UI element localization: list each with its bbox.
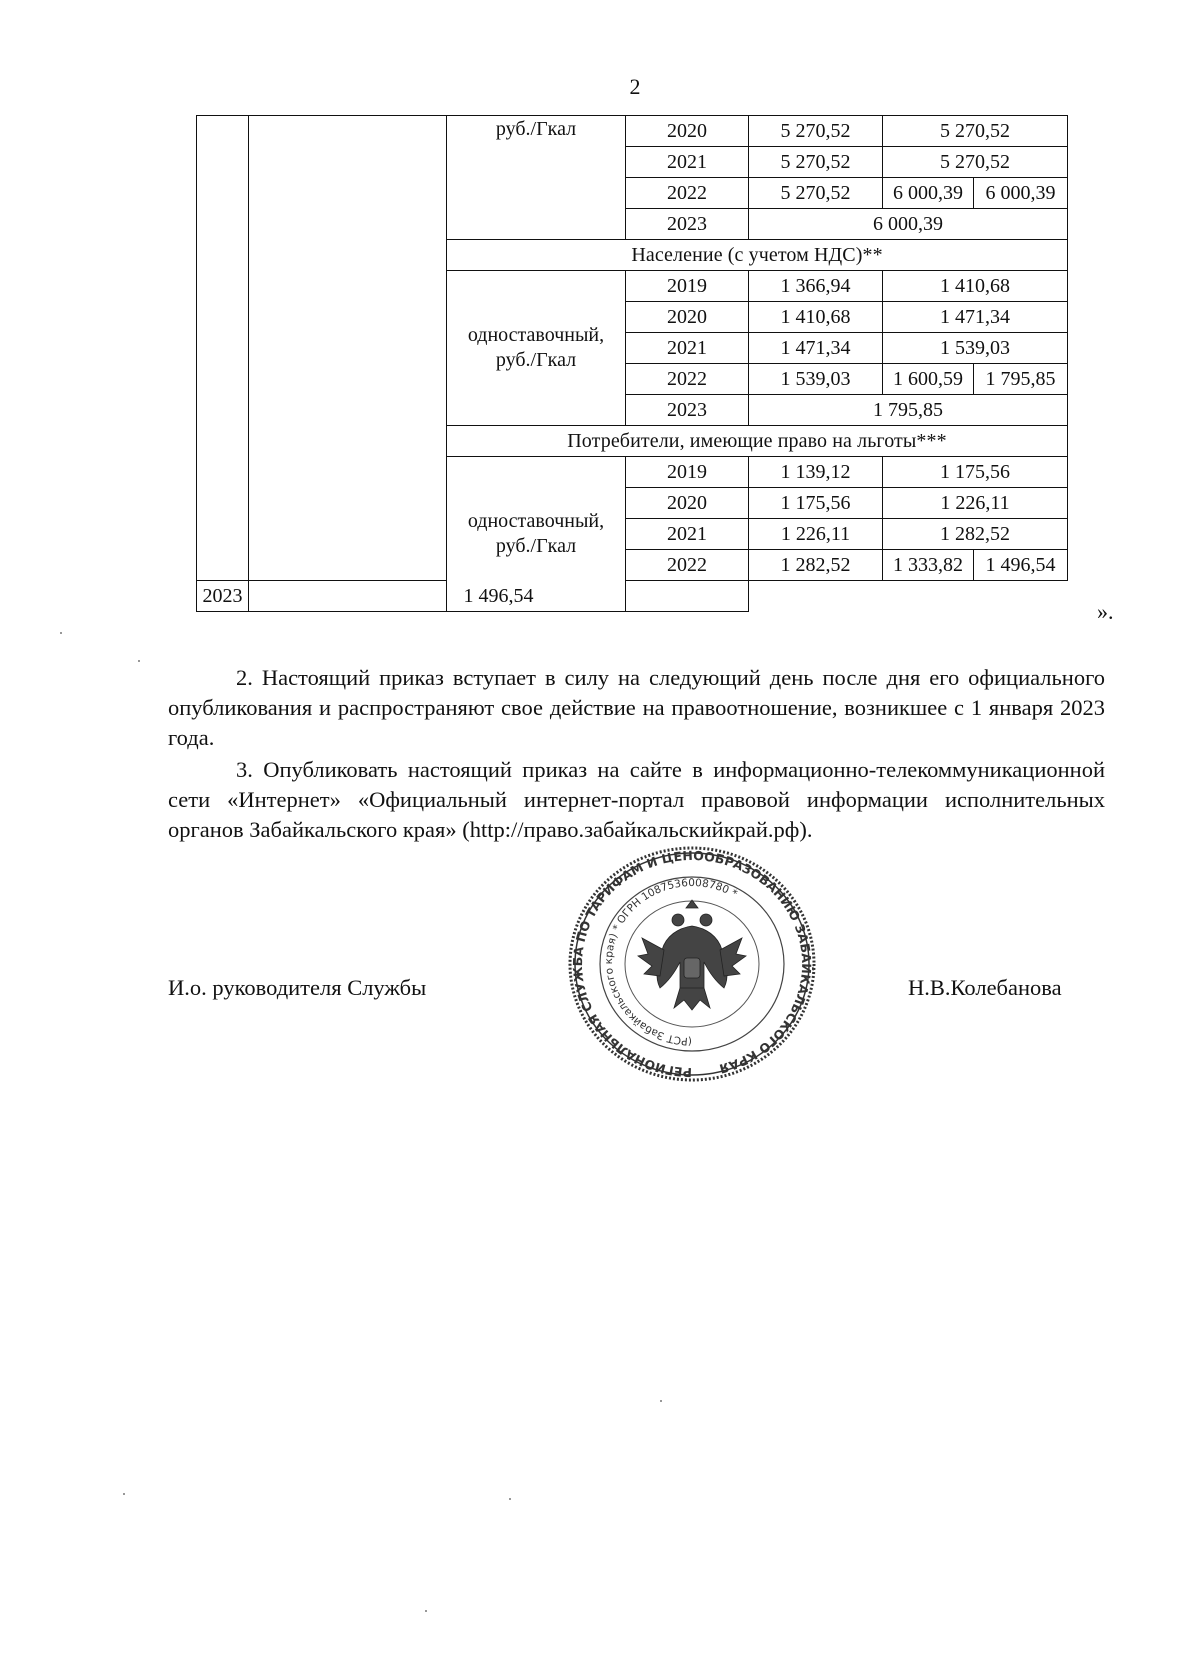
- seal-outer-text: РЕГИОНАЛЬНАЯ СЛУЖБА ПО ТАРИФАМ И ЦЕНООБРАЗОВАНИЮ ЗАБАЙКАЛЬСКОГО КРАЯ: [569, 847, 815, 1081]
- tariff-cell: 1 496,54: [249, 581, 749, 612]
- tariff-cell: 1 282,52: [749, 550, 883, 581]
- page-number: 2: [629, 74, 641, 99]
- tariff-cell: 1 539,03: [883, 333, 1068, 364]
- year-cell: 2022: [626, 364, 749, 395]
- tariff-cell: 1 600,59: [883, 364, 974, 395]
- paragraph-2-block: [168, 663, 1105, 753]
- tariff-cell: 1 139,12: [749, 457, 883, 488]
- tariff-cell: 6 000,39: [883, 178, 974, 209]
- year-cell: 2020: [626, 302, 749, 333]
- unit-line: руб./Гкал: [495, 349, 577, 371]
- tariff-cell: 5 270,52: [749, 178, 883, 209]
- tariff-cell: 1 175,56: [749, 488, 883, 519]
- signature-title: И.о. руководителя Службы: [168, 975, 427, 1000]
- year-cell: 2021: [626, 147, 749, 178]
- tariff-cell: 1 410,68: [883, 271, 1068, 302]
- tariff-cell: 6 000,39: [749, 209, 1068, 240]
- scan-speck: [123, 1493, 125, 1495]
- year-cell: 2021: [626, 333, 749, 364]
- tariff-cell: 1 795,85: [749, 395, 1068, 426]
- year-cell: 2023: [626, 395, 749, 426]
- tariff-cell: 1 471,34: [749, 333, 883, 364]
- table-row: [197, 581, 1068, 612]
- section-header-benefit: Потребители, имеющие право на льготы***: [447, 426, 1068, 457]
- tariff-cell: 1 175,56: [883, 457, 1068, 488]
- coat-of-arms-icon: [638, 900, 746, 1010]
- tariff-cell: 5 270,52: [883, 147, 1068, 178]
- unit-cell: [447, 271, 626, 426]
- tariff-cell: 1 226,11: [749, 519, 883, 550]
- year-cell: 2020: [626, 488, 749, 519]
- paragraph-3-block: [168, 755, 1105, 845]
- year-cell: 2022: [626, 178, 749, 209]
- tariff-cell: 1 471,34: [883, 302, 1068, 333]
- tariff-cell: 1 795,85: [974, 364, 1068, 395]
- signature-name: Н.В.Колебанова: [908, 975, 1062, 1000]
- tariff-cell: 1 539,03: [749, 364, 883, 395]
- scan-speck: [425, 1610, 427, 1612]
- table-cell-blank-1: [197, 116, 249, 581]
- closing-quote: ».: [1097, 599, 1114, 624]
- year-cell: 2020: [626, 116, 749, 147]
- year-cell: 2022: [626, 550, 749, 581]
- unit-cell: руб./Гкал: [447, 116, 626, 240]
- scan-speck: [60, 632, 62, 634]
- scan-speck: [660, 1400, 662, 1402]
- unit-line: одноставочный,: [467, 324, 605, 346]
- tariff-cell: 6 000,39: [974, 178, 1068, 209]
- year-cell: 2019: [626, 271, 749, 302]
- year-cell: 2023: [626, 209, 749, 240]
- unit-line: одноставочный,: [467, 510, 605, 532]
- year-cell: 2021: [626, 519, 749, 550]
- tariff-cell: 1 333,82: [883, 550, 974, 581]
- section-header-population: Население (с учетом НДС)**: [447, 240, 1068, 271]
- paragraph-2: 2. Настоящий приказ вступает в силу на следующий день после дня его официального опубликования и распространяют свое действие на правоотношение, возникшее с 1 января 2023 года.: [168, 665, 1105, 750]
- tariff-cell: 1 282,52: [883, 519, 1068, 550]
- tariff-cell: 1 226,11: [883, 488, 1068, 519]
- table-cell-blank-2: [249, 116, 447, 581]
- seal-inner-text: (РСТ Забайкальского края) * ОГРН 1087536008780 *: [603, 876, 740, 1048]
- scan-speck: [138, 660, 140, 662]
- official-seal: [566, 838, 818, 1082]
- paragraph-3: 3. Опубликовать настоящий приказ на сайте в информационно-телекоммуникационной сети «Интернет» «Официальный интернет-портал правовой информации исполнительных органов Забайкальского края» (http://право.забайкальскийкрай.рф).: [168, 757, 1105, 842]
- year-cell: 2023: [197, 581, 249, 612]
- tariff-cell: 5 270,52: [883, 116, 1068, 147]
- scan-speck: [509, 1498, 511, 1500]
- tariff-table: [196, 115, 1068, 612]
- tariff-cell: 5 270,52: [749, 116, 883, 147]
- unit-line: руб./Гкал: [495, 535, 577, 557]
- tariff-cell: 5 270,52: [749, 147, 883, 178]
- tariff-cell: 1 366,94: [749, 271, 883, 302]
- tariff-cell: 1 410,68: [749, 302, 883, 333]
- year-cell: 2019: [626, 457, 749, 488]
- tariff-cell: 1 496,54: [974, 550, 1068, 581]
- table-row: [197, 116, 1068, 147]
